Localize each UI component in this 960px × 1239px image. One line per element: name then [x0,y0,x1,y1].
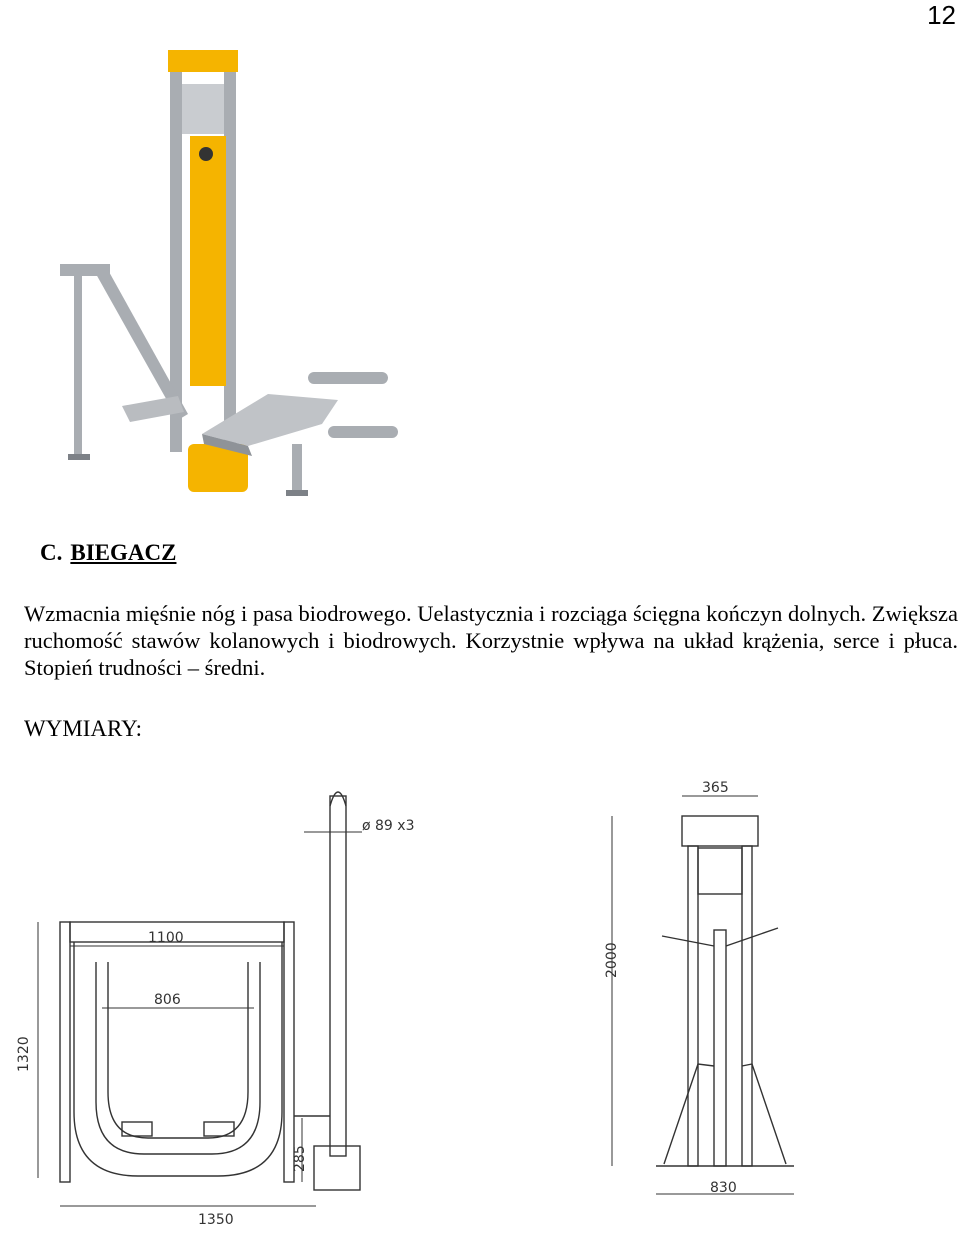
dim-285: 285 [292,1145,308,1172]
dim-365: 365 [702,780,729,796]
section-letter: C. [40,540,63,565]
dim-830: 830 [710,1180,737,1196]
front-view-drawing [572,772,802,1202]
dim-post-diameter: ø 89 x3 [362,818,415,834]
section-title: BIEGACZ [70,540,177,565]
dim-806: 806 [154,992,181,1008]
dimensions-label: WYMIARY: [24,716,142,741]
plan-view-drawing [18,772,458,1234]
dim-1320: 1320 [16,1036,32,1072]
dim-1350: 1350 [198,1212,234,1228]
product-photo [38,44,410,512]
description-paragraph: Wzmacnia mięśnie nóg i pasa biodrowego. Uelastycznia i rozciąga ścięgna kończyn dolnych. Zwiększa ruchomość stawów kolanowych i biodrowych. Korzystnie wpływa na układ krążenia, serce i płuca. Stopień trudności – średni. [24,601,958,680]
dim-1100: 1100 [148,930,184,946]
page-number: 12 [927,0,956,30]
section-heading [40,540,176,566]
dim-2000: 2000 [604,942,620,978]
